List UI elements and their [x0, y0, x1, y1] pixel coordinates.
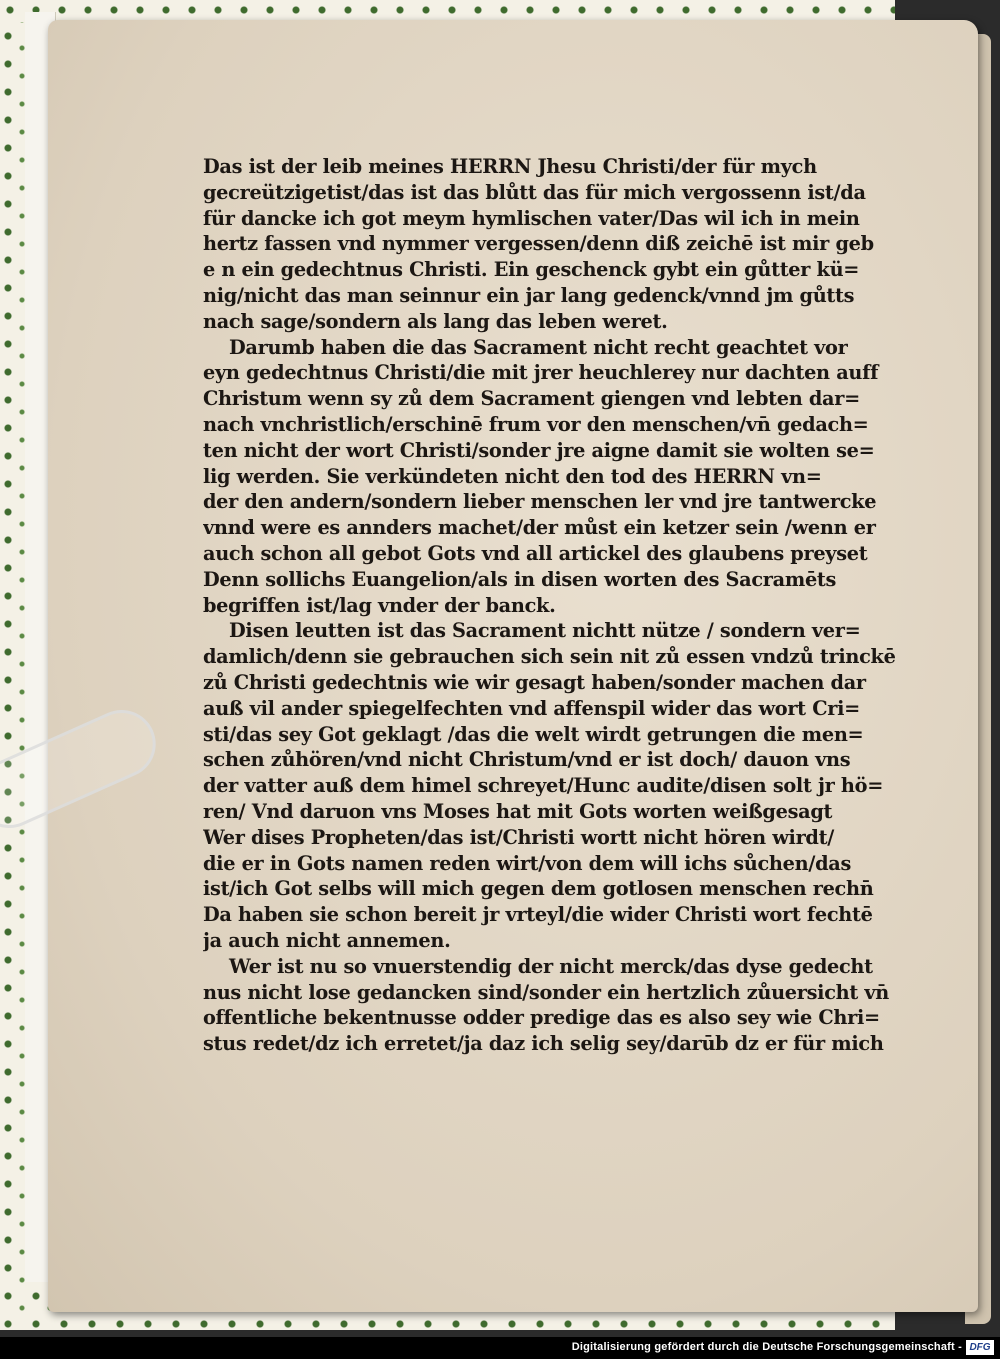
- text-line: stus redet/dz ich erretet/ja daz ich selig sey/darūb dz er für mich: [203, 1032, 884, 1056]
- text-line: Christum wenn sy zů dem Sacrament giengen vnd lebten dar=: [203, 387, 860, 411]
- text-line: hertz fassen vnd nymmer vergessen/denn diß zeichē ist mir geb: [203, 232, 874, 256]
- text-line: sti/das sey Got geklagt /das die welt wirdt getrungen die men=: [203, 722, 864, 746]
- text-line: nig/nicht das man seinnur ein jar lang gedenck/vnnd jm gůtts: [203, 283, 855, 307]
- text-line: der vatter auß dem himel schreyet/Hunc audite/disen solt jr hö=: [203, 774, 884, 798]
- text-line: schen zůhören/vnd nicht Christum/vnd er ist doch/ dauon vns: [203, 748, 851, 772]
- funding-notice: Digitalisierung gefördert durch die Deutsche Forschungsgemeinschaft -: [571, 1341, 962, 1353]
- text-line: Denn sollichs Euangelion/als in disen worten des Sacramēts: [203, 567, 837, 591]
- text-line: für dancke ich got meym hymlischen vater/Das wil ich in mein: [203, 206, 860, 230]
- text-line: Da haben sie schon bereit jr vrteyl/die wider Christi wort fechtē: [203, 903, 873, 927]
- text-line: offentliche bekentnusse odder predige das es also sey wie Chri=: [203, 1006, 880, 1030]
- text-line: ist/ich Got selbs will mich gegen dem gotlosen menschen rechn̄: [203, 877, 874, 901]
- text-line: Disen leutten ist das Sacrament nichtt nütze / sondern ver=: [229, 619, 861, 643]
- text-line: ja auch nicht annemen.: [203, 928, 451, 952]
- dfg-logo: DFG: [966, 1340, 994, 1355]
- text-line: lig werden. Sie verkündeten nicht den tod des HERRN vn=: [203, 464, 822, 488]
- text-line: damlich/denn sie gebrauchen sich sein nit zů essen vndzů trinckē: [203, 645, 896, 669]
- text-line: auch schon all gebot Gots vnd all artickel des glaubens preyset: [203, 541, 868, 565]
- text-line: ten nicht der wort Christi/sonder jre aigne damit sie wolten se=: [203, 438, 875, 462]
- footer-bar: [0, 1337, 1000, 1359]
- text-line: ren/ Vnd daruon vns Moses hat mit Gots worten weißgesagt: [203, 799, 833, 823]
- text-line: Darumb haben die das Sacrament nicht recht geachtet vor: [229, 335, 848, 359]
- text-line: nus nicht lose gedancken sind/sonder ein hertzlich zůuersicht vn̄: [203, 980, 889, 1004]
- text-line: auß vil ander spiegelfechten vnd affenspil wider das wort Cri=: [203, 696, 860, 720]
- text-line: Das ist der leib meines HERRN Jhesu Christi/der für mych: [203, 155, 817, 178]
- text-line: begriffen ist/lag vnder der banck.: [203, 593, 556, 617]
- text-line: nach sage/sondern als lang das leben weret.: [203, 309, 668, 333]
- text-line: eyn gedechtnus Christi/die mit jrer heuchlerey nur dachten auff: [203, 361, 879, 385]
- text-line: Wer ist nu so vnuerstendig der nicht merck/das dyse gedecht: [229, 954, 873, 978]
- text-line: gecreützigetist/das ist das blůtt das für mich vergossenn ist/da: [203, 180, 866, 204]
- text-line: vnnd were es annders machet/der můst ein ketzer sein /wenn er: [203, 516, 876, 540]
- text-line: Wer dises Propheten/das ist/Christi wortt nicht hören wirdt/: [203, 825, 834, 849]
- endpaper-top-strip: [0, 0, 895, 22]
- text-line: e n ein gedechtnus Christi. Ein geschenck gybt ein gůtter kü=: [203, 258, 860, 282]
- page-text: [203, 154, 903, 1057]
- text-line: der den andern/sondern lieber menschen ler vnd jre tantwercke: [203, 490, 877, 514]
- text-line: die er in Gots namen reden wirt/von dem will ichs sůchen/das: [203, 851, 852, 875]
- text-line: nach vnchristlich/erschinē frum vor den menschen/vn̄ gedach=: [203, 412, 869, 436]
- text-line: zů Christi gedechtnis wie wir gesagt haben/sonder machen dar: [203, 670, 866, 694]
